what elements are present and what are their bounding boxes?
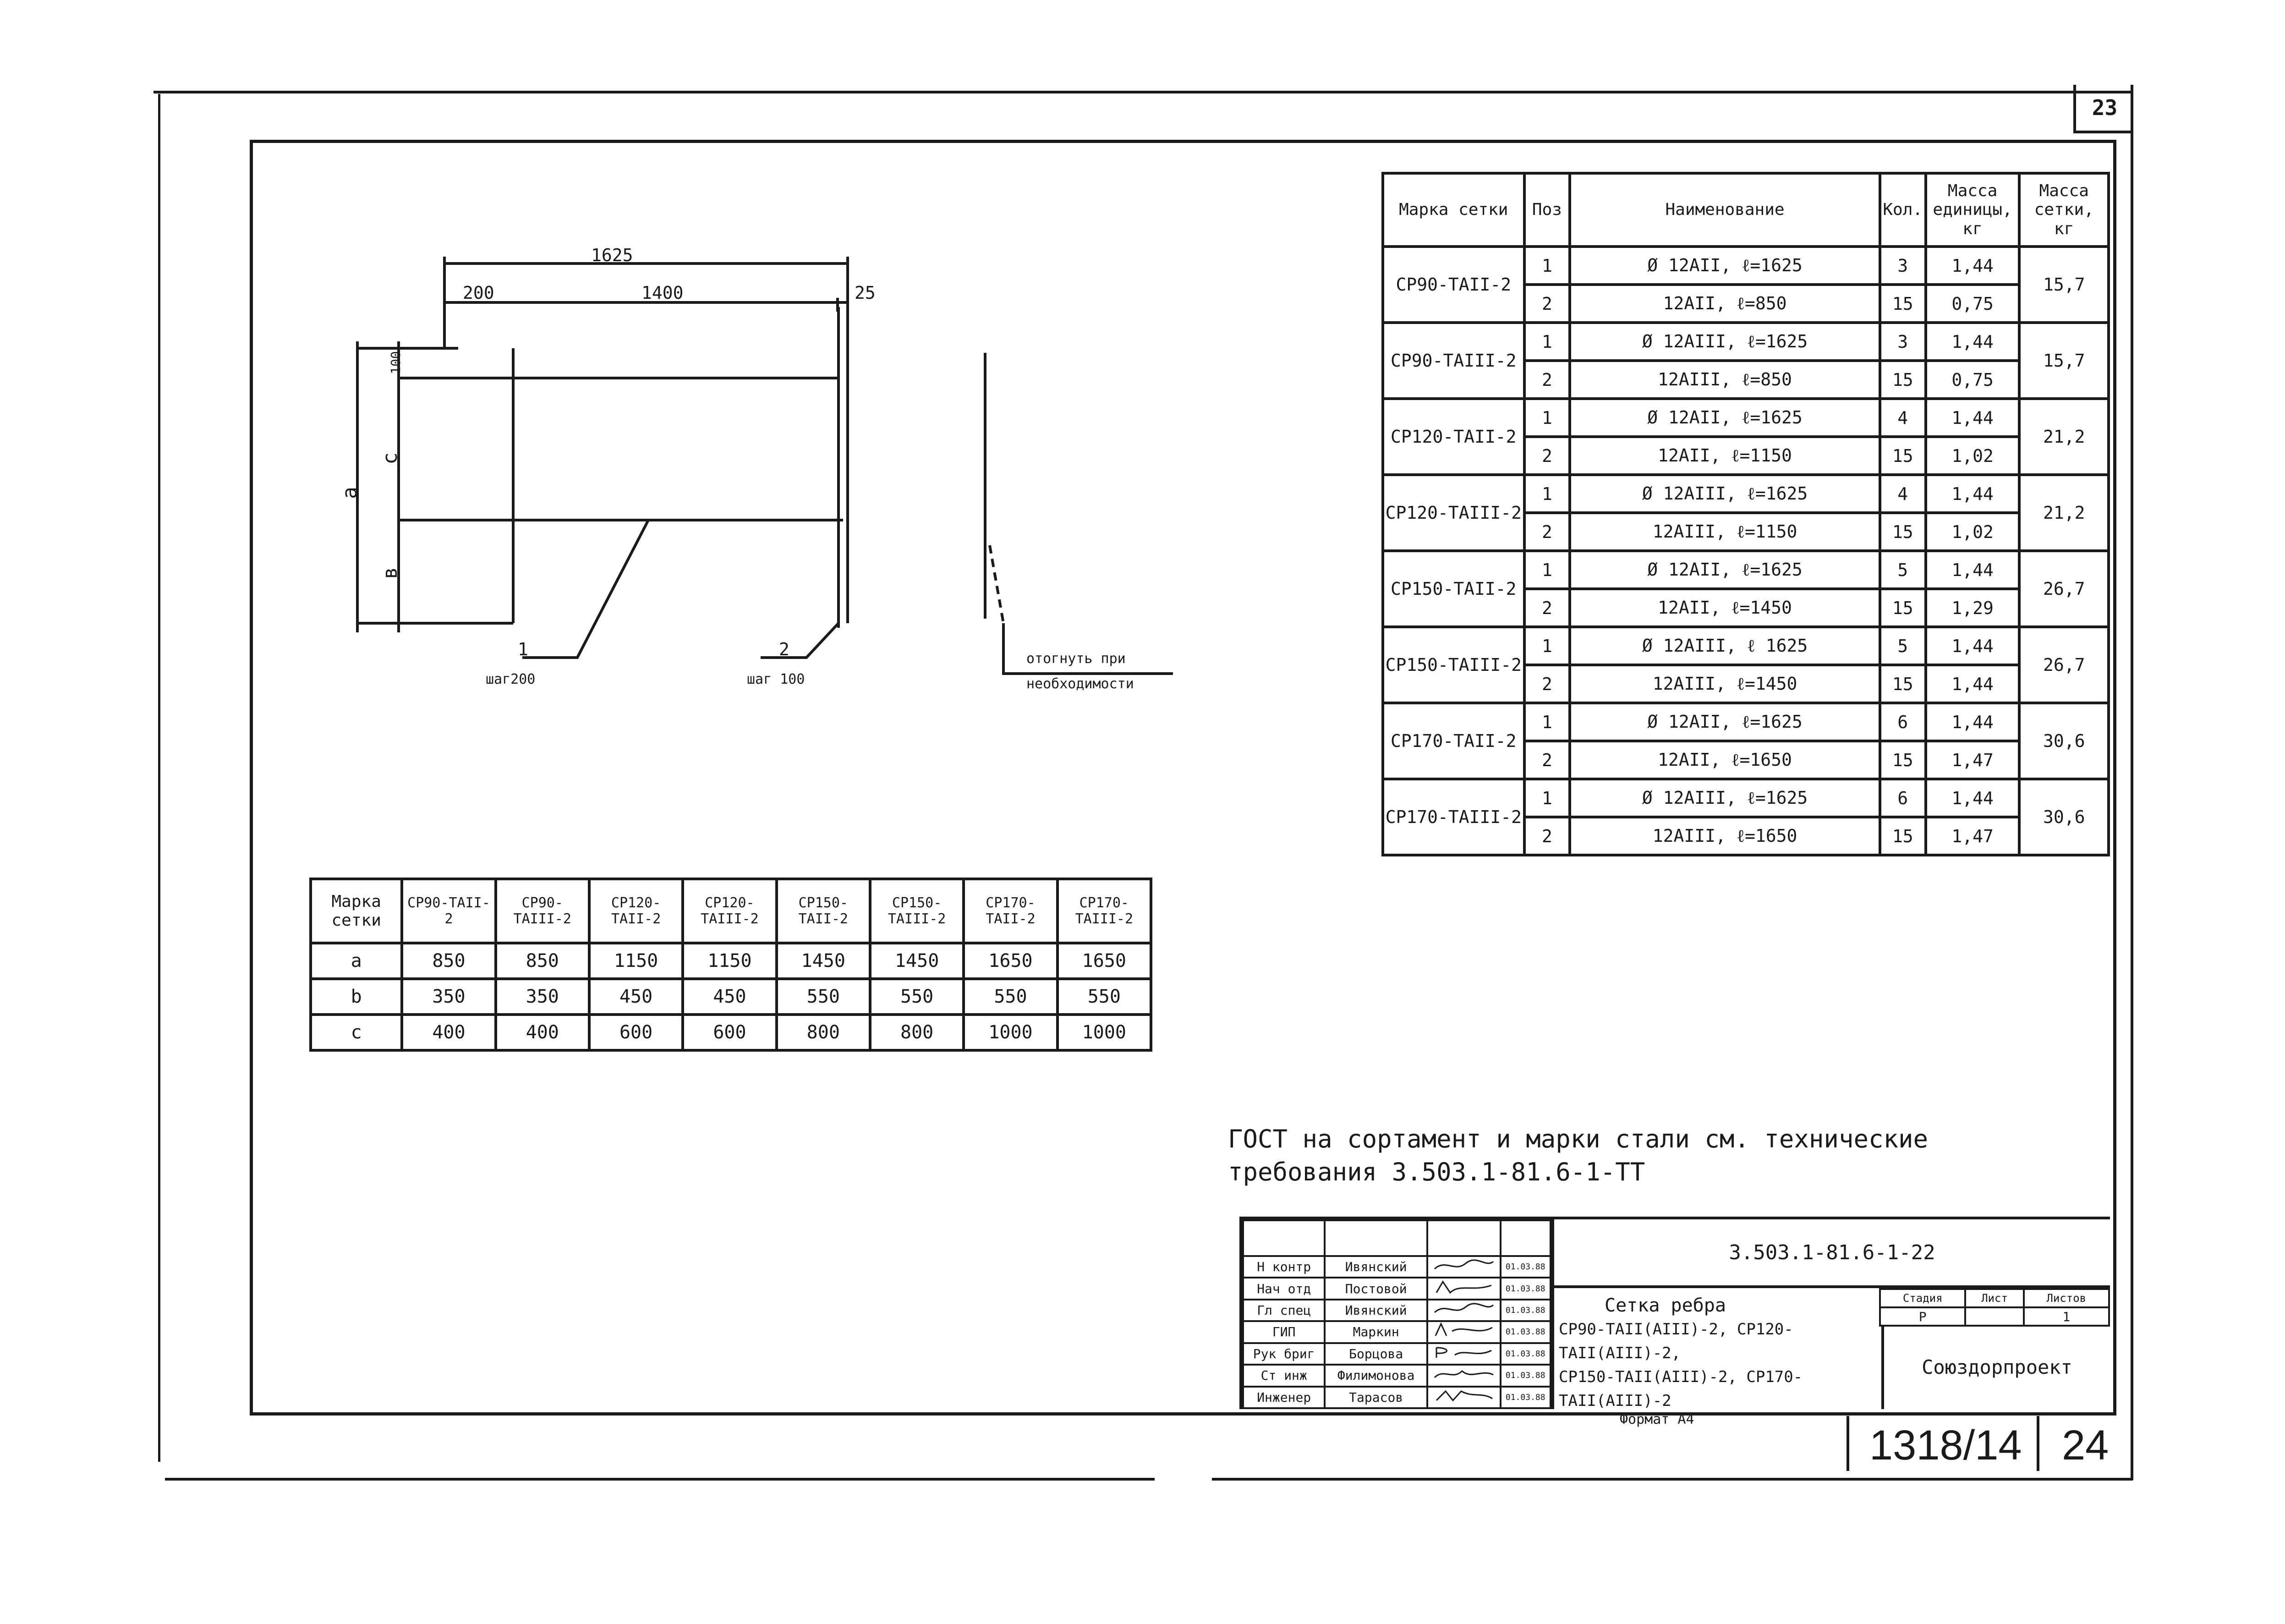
spec-total-mass: 30,6	[2019, 703, 2109, 779]
drawing-code-text: 3.503.1-81.6-1-22	[1729, 1240, 1935, 1264]
stage-label: Стадия	[1880, 1289, 1965, 1307]
dims-cell: 1450	[777, 943, 870, 979]
outer-bottom-border-right	[1212, 1478, 2133, 1481]
spec-name: 12АII, ℓ=1450	[1570, 589, 1880, 627]
dims-cell: 1650	[1058, 943, 1151, 979]
spec-unit-mass: 1,44	[1926, 551, 2020, 589]
signature	[1427, 1343, 1501, 1365]
stamp-date: 01.03.88	[1501, 1278, 1551, 1299]
signature	[1427, 1387, 1501, 1408]
spec-mark: СР150-ТАIII-2	[1383, 627, 1524, 703]
spec-mark: СР170-ТАII-2	[1383, 703, 1524, 779]
spec-name: Ø 12АIII, ℓ=1625	[1570, 779, 1880, 817]
spec-header-mark: Марка сетки	[1383, 173, 1524, 247]
dim-mid: 1400	[641, 283, 684, 303]
stamp-name: Постовой	[1325, 1278, 1427, 1299]
spec-mark: СР120-ТАII-2	[1383, 399, 1524, 475]
spec-qty: 15	[1880, 817, 1926, 855]
outer-bottom-border-left	[165, 1478, 1155, 1481]
spec-qty: 5	[1880, 627, 1926, 665]
spec-qty: 15	[1880, 589, 1926, 627]
spec-name: Ø 12АIII, ℓ 1625	[1570, 627, 1880, 665]
dims-mark: СР120-ТАII-2	[589, 879, 683, 943]
spec-name: 12АII, ℓ=1150	[1570, 437, 1880, 475]
org-box	[1881, 1325, 2110, 1409]
gost-note-line2: требования 3.503.1-81.6-1-ТТ	[1228, 1158, 1645, 1186]
stamp-date: 01.03.88	[1501, 1321, 1551, 1343]
dims-cell: 850	[496, 943, 589, 979]
dims-row-label: c	[311, 1015, 402, 1050]
spec-unit-mass: 0,75	[1926, 361, 2020, 399]
mesh-drawing	[321, 238, 1237, 742]
bend-note-2: необходимости	[1026, 676, 1134, 692]
stamp-date: 01.03.88	[1501, 1256, 1551, 1278]
spec-qty: 15	[1880, 285, 1926, 323]
spec-pos: 2	[1524, 285, 1570, 323]
stamp-title-3: СР150-ТАII(АIII)-2, СР170-ТАII(АIII)-2	[1559, 1368, 1803, 1410]
spec-unit-mass: 0,75	[1926, 285, 2020, 323]
spec-qty: 15	[1880, 741, 1926, 779]
spec-header-pos: Поз	[1524, 173, 1570, 247]
stamp-name: Филимонова	[1325, 1365, 1427, 1386]
leader-pos2	[761, 623, 838, 658]
dims-cell: 550	[1058, 979, 1151, 1015]
dims-cell: 550	[964, 979, 1057, 1015]
dims-mark: СР150-ТАII-2	[777, 879, 870, 943]
stamp-role: Гл спец	[1243, 1300, 1325, 1321]
spec-unit-mass: 1,44	[1926, 323, 2020, 361]
dim-left: 200	[463, 283, 494, 303]
dims-row-label: b	[311, 979, 402, 1015]
dims-cell: 550	[777, 979, 870, 1015]
spec-pos: 2	[1524, 741, 1570, 779]
spec-unit-mass: 1,44	[1926, 627, 2020, 665]
spec-name: 12АIII, ℓ=850	[1570, 361, 1880, 399]
sheets-label: Листов	[2024, 1289, 2109, 1307]
stamp-role: Рук бриг	[1243, 1343, 1325, 1365]
spec-name: 12АII, ℓ=1650	[1570, 741, 1880, 779]
spec-table	[1381, 172, 2110, 856]
spec-pos: 2	[1524, 817, 1570, 855]
spec-name: Ø 12АII, ℓ=1625	[1570, 551, 1880, 589]
spec-qty: 3	[1880, 323, 1926, 361]
pos2-step: шаг 100	[747, 671, 805, 687]
signature	[1427, 1256, 1501, 1278]
archive-number: 1318/14	[1869, 1422, 2022, 1469]
spec-header-unit-mass: Масса единицы, кг	[1926, 173, 2020, 247]
outer-top-border	[153, 91, 2131, 93]
stamp-role: Н контр	[1243, 1256, 1325, 1278]
spec-qty: 15	[1880, 437, 1926, 475]
title-block	[1239, 1217, 2110, 1409]
spec-unit-mass: 1,02	[1926, 437, 2020, 475]
spec-name: 12АIII, ℓ=1150	[1570, 513, 1880, 551]
spec-unit-mass: 1,44	[1926, 779, 2020, 817]
spec-name: 12АIII, ℓ=1650	[1570, 817, 1880, 855]
dims-cell: 350	[402, 979, 495, 1015]
spec-name: Ø 12АIII, ℓ=1625	[1570, 323, 1880, 361]
spec-pos: 1	[1524, 247, 1570, 285]
dims-mark: СР170-ТАII-2	[964, 879, 1057, 943]
dims-cell: 450	[683, 979, 776, 1015]
dims-header: Марка сетки	[311, 879, 402, 943]
dims-cell: 800	[777, 1015, 870, 1050]
spec-mark: СР170-ТАIII-2	[1383, 779, 1524, 855]
dims-cell: 550	[870, 979, 964, 1015]
stamp-role: Ст инж	[1243, 1365, 1325, 1386]
signature	[1427, 1300, 1501, 1321]
spec-total-mass: 15,7	[2019, 323, 2109, 399]
stage-value: Р	[1880, 1307, 1965, 1326]
spec-unit-mass: 1,29	[1926, 589, 2020, 627]
spec-total-mass: 21,2	[2019, 399, 2109, 475]
spec-qty: 6	[1880, 779, 1926, 817]
spec-qty: 3	[1880, 247, 1926, 285]
stamp-date: 01.03.88	[1501, 1300, 1551, 1321]
spec-qty: 4	[1880, 399, 1926, 437]
dims-mark: СР150-ТАIII-2	[870, 879, 964, 943]
outer-left-border	[158, 94, 160, 1462]
pos1-step: шаг200	[486, 671, 536, 687]
dims-cell: 1150	[589, 943, 683, 979]
label-b: в	[378, 567, 402, 579]
spec-name: 12АII, ℓ=850	[1570, 285, 1880, 323]
people-table	[1242, 1219, 1551, 1409]
sheet-number-box	[2073, 85, 2133, 133]
leader-pos1	[522, 520, 648, 658]
dims-mark: СР120-ТАIII-2	[683, 879, 776, 943]
page-number: 24	[2062, 1422, 2109, 1469]
spec-pos: 1	[1524, 551, 1570, 589]
sheet-label: Лист	[1965, 1289, 2023, 1307]
format-label: Формат А4	[1620, 1411, 1694, 1427]
dim-100: 100	[388, 351, 403, 374]
spec-name: Ø 12АII, ℓ=1625	[1570, 399, 1880, 437]
bend-note-1: отогнуть при	[1026, 651, 1126, 667]
spec-header-name: Наименование	[1570, 173, 1880, 247]
dims-cell: 1000	[1058, 1015, 1151, 1050]
spec-pos: 2	[1524, 361, 1570, 399]
archive-box	[1847, 1411, 2131, 1478]
stamp-role: Инженер	[1243, 1387, 1325, 1408]
spec-unit-mass: 1,44	[1926, 247, 2020, 285]
spec-qty: 6	[1880, 703, 1926, 741]
stamp-date: 01.03.88	[1501, 1387, 1551, 1408]
dims-cell: 350	[496, 979, 589, 1015]
spec-unit-mass: 1,44	[1926, 665, 2020, 703]
outer-right-border	[2131, 85, 2133, 1480]
dim-total: 1625	[591, 245, 633, 265]
stamp-role: ГИП	[1243, 1321, 1325, 1343]
pos2-label: 2	[779, 639, 789, 659]
dims-cell: 600	[589, 1015, 683, 1050]
stage-table	[1879, 1288, 2110, 1327]
spec-mark: СР120-ТАIII-2	[1383, 475, 1524, 551]
spec-total-mass: 26,7	[2019, 627, 2109, 703]
spec-header-qty: Кол.	[1880, 173, 1926, 247]
label-a: a	[338, 487, 362, 499]
spec-name: Ø 12АII, ℓ=1625	[1570, 703, 1880, 741]
spec-pos: 2	[1524, 437, 1570, 475]
spec-unit-mass: 1,44	[1926, 475, 2020, 513]
dims-mark: СР90-ТАII-2	[402, 879, 495, 943]
spec-unit-mass: 1,47	[1926, 741, 2020, 779]
spec-unit-mass: 1,44	[1926, 703, 2020, 741]
dims-cell: 850	[402, 943, 495, 979]
spec-mark: СР150-ТАII-2	[1383, 551, 1524, 627]
spec-unit-mass: 1,44	[1926, 399, 2020, 437]
spec-pos: 1	[1524, 627, 1570, 665]
stamp-title-2: СР90-ТАII(АIII)-2, СР120-ТАII(АIII)-2,	[1559, 1320, 1793, 1362]
stamp-name: Борцова	[1325, 1343, 1427, 1365]
spec-pos: 1	[1524, 475, 1570, 513]
label-c: c	[378, 452, 402, 465]
spec-name: Ø 12АIII, ℓ=1625	[1570, 475, 1880, 513]
gost-note	[1228, 1123, 1928, 1189]
spec-qty: 15	[1880, 513, 1926, 551]
spec-pos: 2	[1524, 665, 1570, 703]
dims-cell: 400	[402, 1015, 495, 1050]
drawing-code	[1551, 1219, 2110, 1288]
stamp-name: Ивянский	[1325, 1256, 1427, 1278]
spec-total-mass: 26,7	[2019, 551, 2109, 627]
sheet-number: 23	[2092, 95, 2118, 120]
spec-pos: 1	[1524, 779, 1570, 817]
spec-name: Ø 12АII, ℓ=1625	[1570, 247, 1880, 285]
spec-total-mass: 15,7	[2019, 247, 2109, 323]
spec-name: 12АIII, ℓ=1450	[1570, 665, 1880, 703]
dims-cell: 1450	[870, 943, 964, 979]
signature	[1427, 1321, 1501, 1343]
pos1-label: 1	[518, 639, 528, 659]
spec-total-mass: 30,6	[2019, 779, 2109, 855]
sheet-value	[1965, 1307, 2023, 1326]
stamp-date: 01.03.88	[1501, 1365, 1551, 1386]
dims-cell: 400	[496, 1015, 589, 1050]
dims-cell: 1650	[964, 943, 1057, 979]
dims-cell: 800	[870, 1015, 964, 1050]
dims-cell: 450	[589, 979, 683, 1015]
spec-mark: СР90-ТАIII-2	[1383, 323, 1524, 399]
stamp-date: 01.03.88	[1501, 1343, 1551, 1365]
stamp-title-1: Сетка ребра	[1605, 1295, 1726, 1316]
spec-qty: 15	[1880, 361, 1926, 399]
spec-pos: 2	[1524, 589, 1570, 627]
dims-mark: СР90-ТАIII-2	[496, 879, 589, 943]
signature	[1427, 1278, 1501, 1299]
dim-right: 25	[855, 283, 876, 303]
spec-pos: 1	[1524, 399, 1570, 437]
spec-pos: 2	[1524, 513, 1570, 551]
spec-qty: 15	[1880, 665, 1926, 703]
spec-mark: СР90-ТАII-2	[1383, 247, 1524, 323]
spec-total-mass: 21,2	[2019, 475, 2109, 551]
dims-table	[309, 878, 1152, 1052]
stamp-role: Нач отд	[1243, 1278, 1325, 1299]
stamp-name: Ивянский	[1325, 1300, 1427, 1321]
spec-pos: 1	[1524, 323, 1570, 361]
stamp-name: Тарасов	[1325, 1387, 1427, 1408]
dims-cell: 600	[683, 1015, 776, 1050]
spec-header-total-mass: Масса сетки, кг	[2019, 173, 2109, 247]
dims-cell: 1150	[683, 943, 776, 979]
spec-unit-mass: 1,02	[1926, 513, 2020, 551]
spec-pos: 1	[1524, 703, 1570, 741]
dims-cell: 1000	[964, 1015, 1057, 1050]
dims-mark: СР170-ТАIII-2	[1058, 879, 1151, 943]
spec-qty: 4	[1880, 475, 1926, 513]
spec-qty: 5	[1880, 551, 1926, 589]
signature	[1427, 1365, 1501, 1386]
dims-row-label: a	[311, 943, 402, 979]
gost-note-line1: ГОСТ на сортамент и марки стали см. технические	[1228, 1125, 1929, 1153]
sheets-value: 1	[2024, 1307, 2109, 1326]
stamp-name: Маркин	[1325, 1321, 1427, 1343]
org-name: Союздорпроект	[1922, 1355, 2072, 1378]
stamp-title	[1551, 1288, 1881, 1409]
spec-unit-mass: 1,47	[1926, 817, 2020, 855]
